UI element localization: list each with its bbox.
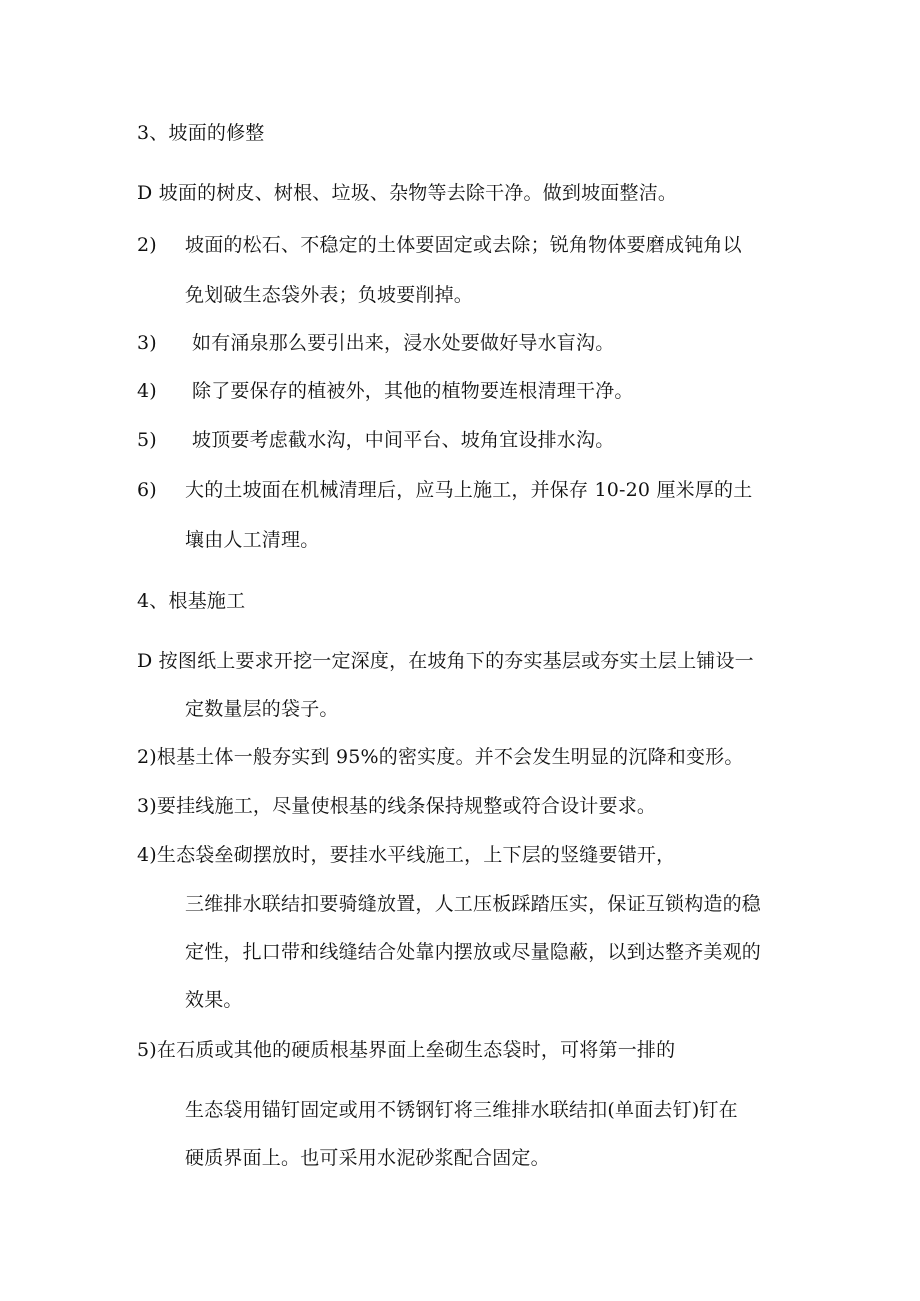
item-marker: 5) — [137, 429, 157, 451]
item-continuation: 壤由人工清理。 — [185, 529, 320, 551]
item-continuation: 免划破生态袋外表；负坡要削掉。 — [185, 284, 474, 306]
list-item: 4)生态袋垒砌摆放时，要挂水平线施工，上下层的竖缝要错开， — [137, 844, 676, 866]
item-continuation: 定数量层的袋子。 — [185, 698, 339, 720]
section-4-heading: 4、根基施工 — [137, 590, 246, 612]
item-marker: D — [137, 182, 153, 204]
item-text: 大的土坡面在机械清理后，应马上施工，并保存 10-20 厘米厚的土 — [185, 479, 753, 501]
list-item — [137, 180, 677, 206]
item-continuation: 定性，扎口带和线缝结合处靠内摆放或尽量隐蔽，以到达整齐美观的 — [185, 941, 762, 963]
item-continuation: 三维排水联结扣要骑缝放置，人工压板踩踏压实，保证互锁构造的稳 — [185, 893, 762, 915]
item-continuation: 生态袋用锚钉固定或用不锈钢钉将三维排水联结扣(单面去钉)钉在 — [185, 1099, 738, 1121]
item-continuation: 硬质界面上。也可采用水泥砂浆配合固定。 — [185, 1147, 550, 1169]
section-3-heading: 3、坡面的修整 — [137, 122, 265, 144]
item-marker: 6) — [137, 479, 157, 501]
item-marker: 4) — [137, 380, 157, 402]
item-text: 如有涌泉那么要引出来，浸水处要做好导水盲沟。 — [192, 332, 615, 354]
list-item: 5)在石质或其他的硬质根基界面上垒砌生态袋时，可将第一排的 — [137, 1039, 676, 1061]
list-item: D 按图纸上要求开挖一定深度，在坡角下的夯实基层或夯实土层上铺设一 — [137, 650, 754, 672]
item-text: 除了要保存的植被外，其他的植物要连根清理干净。 — [192, 380, 634, 402]
item-continuation: 效果。 — [185, 989, 243, 1011]
list-item: 3)要挂线施工，尽量使根基的线条保持规整或符合设计要求。 — [137, 795, 657, 817]
item-marker: 3) — [137, 332, 157, 354]
item-text: 坡面的树皮、树根、垃圾、杂物等去除干净。做到坡面整洁。 — [158, 182, 678, 204]
item-text: 坡面的松石、不稳定的土体要固定或去除；锐角物体要磨成钝角以 — [185, 234, 742, 256]
item-text: 坡顶要考虑截水沟，中间平台、坡角宜设排水沟。 — [192, 429, 615, 451]
list-item: 2)根基土体一般夯实到 95%的密实度。并不会发生明显的沉降和变形。 — [137, 746, 744, 768]
item-marker: 2) — [137, 234, 157, 256]
